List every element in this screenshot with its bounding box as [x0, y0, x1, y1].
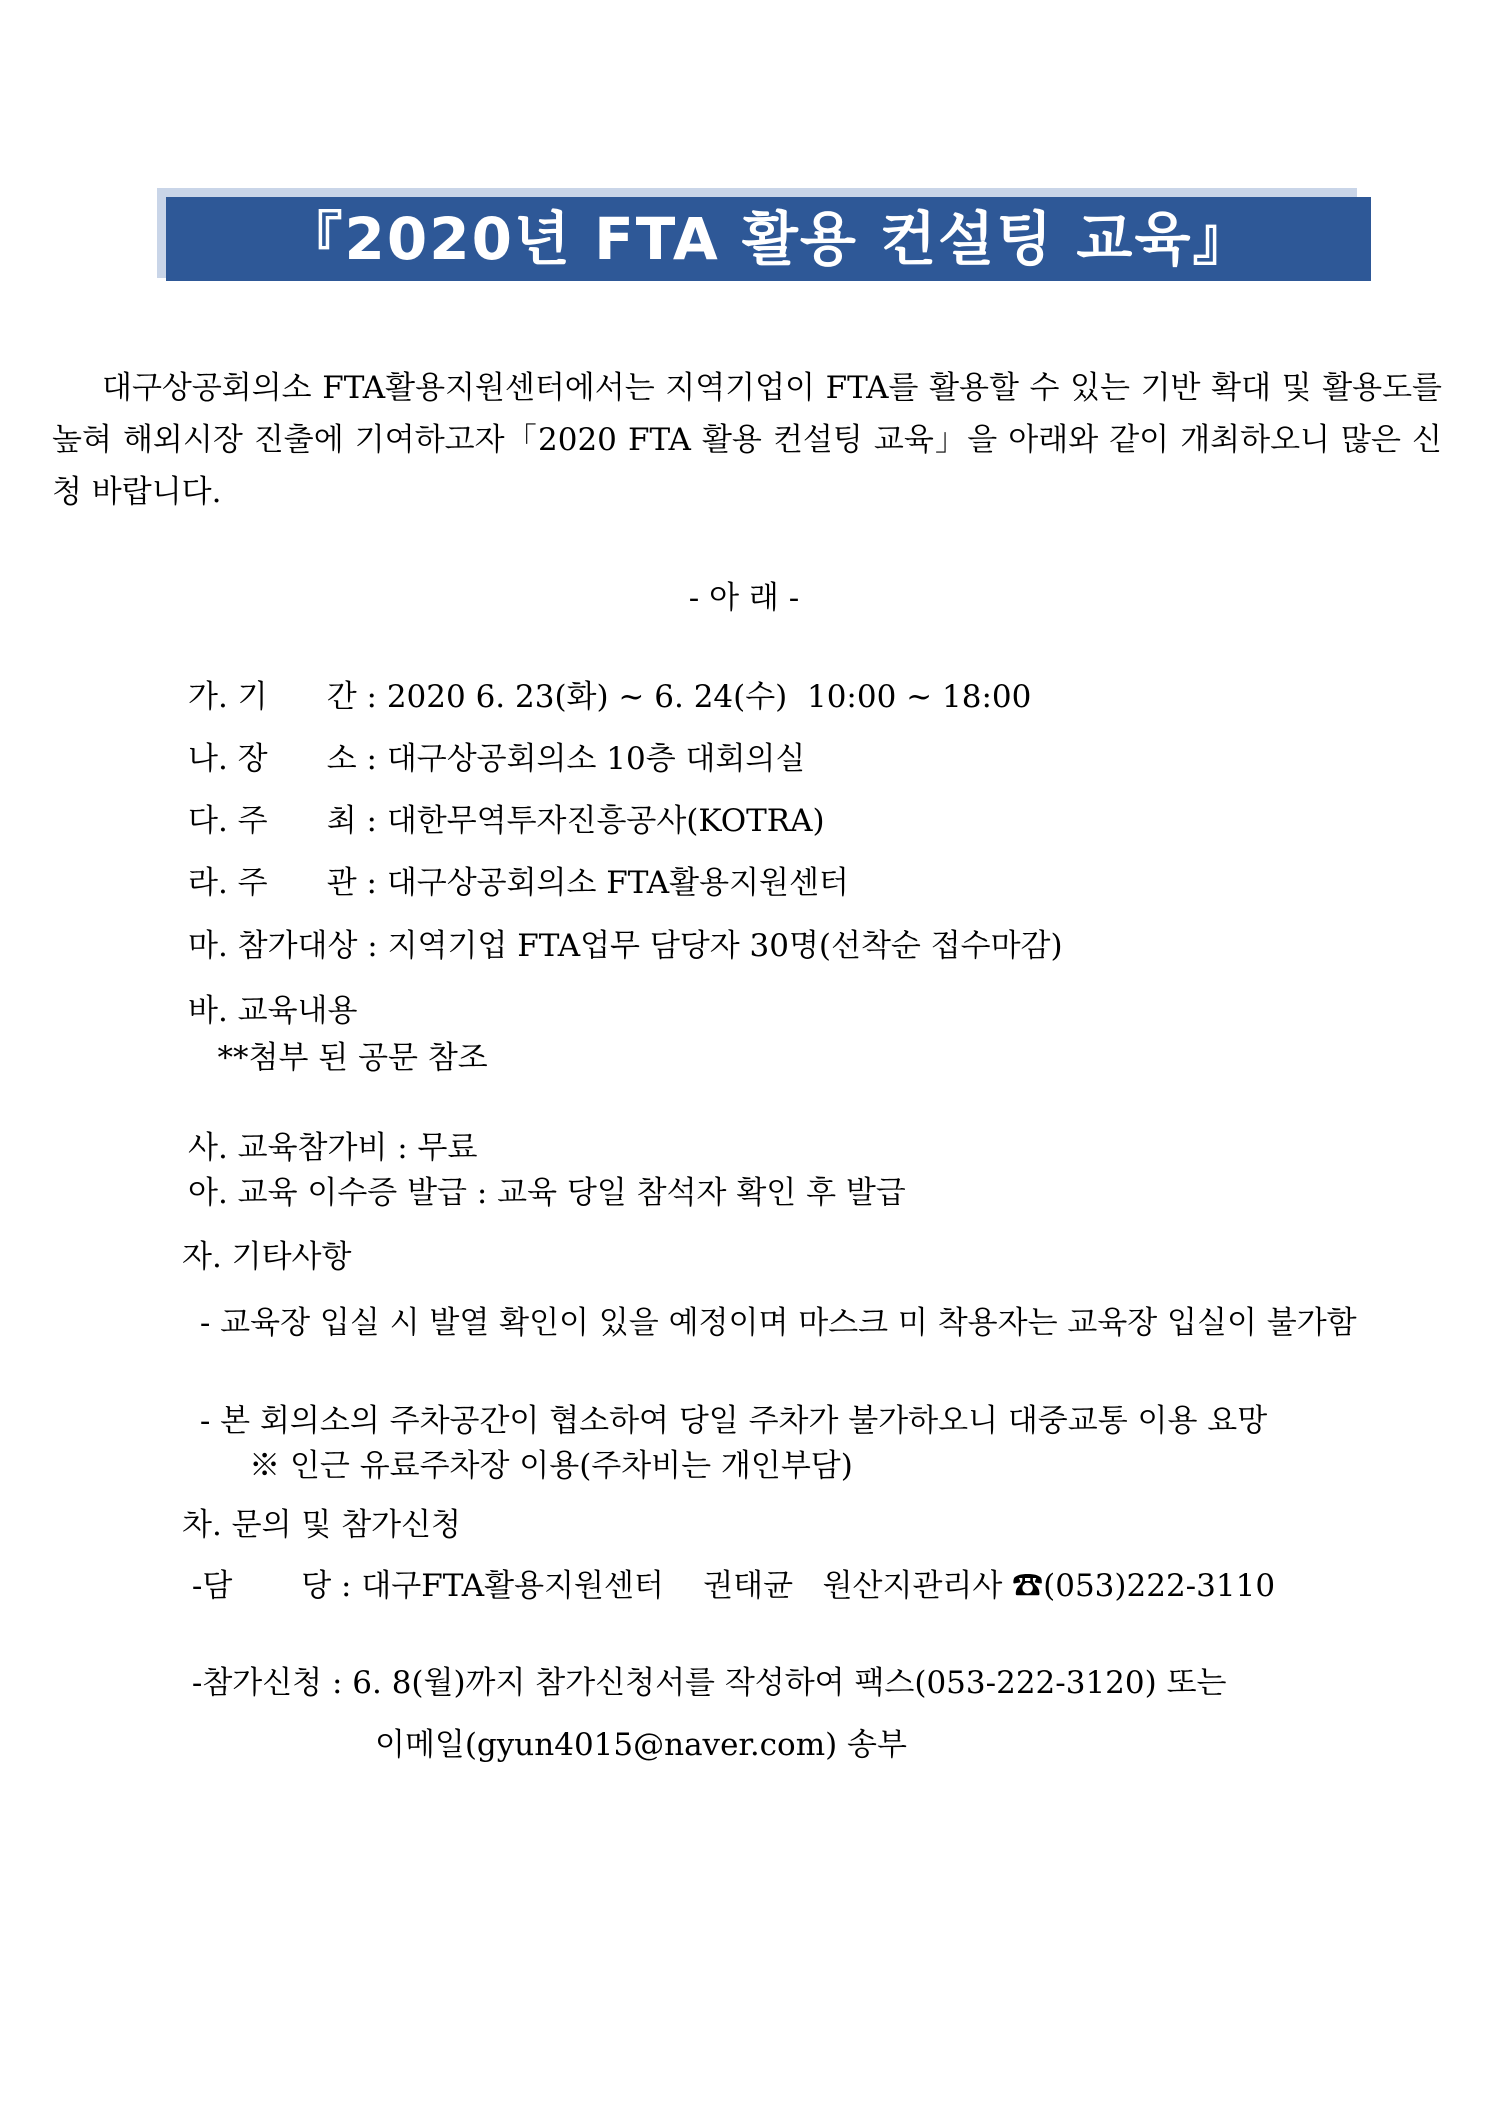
- item-location: 나. 장 소 : 대구상공회의소 10층 대회의실: [188, 741, 806, 777]
- inquiry-contact: -담 당 : 대구FTA활용지원센터 권태균 원산지관리사 ☎(053)222-3110: [182, 1568, 1276, 1604]
- item-content-note: **첨부 된 공문 참조: [188, 1040, 488, 1076]
- intro-paragraph: 대구상공회의소 FTA활용지원센터에서는 지역기업이 FTA를 활용할 수 있는 기반 확대 및 활용도를 높혀 해외시장 진출에 기여하고자「2020 FTA 활용 컨설팅 교육」을 아래와 같이 개최하오니 많은 신청 바랍니다.: [52, 370, 1442, 510]
- misc-parking: - 본 회의소의 주차공간이 협소하여 당일 주차가 불가하오니 대중교통 이용 요망: [190, 1403, 1268, 1439]
- inquiry-application: -참가신청 : 6. 8(월)까지 참가신청서를 작성하여 팩스(053-222-3120) 또는: [182, 1665, 1227, 1701]
- item-fee: 사. 교육참가비 : 무료: [188, 1130, 478, 1166]
- item-host: 다. 주 최 : 대한무역투자진흥공사(KOTRA): [188, 803, 825, 839]
- document-title: 『2020년 FTA 활용 컨설팅 교육』: [166, 197, 1371, 281]
- item-content: 바. 교육내용: [188, 993, 358, 1029]
- misc-fever-check: - 교육장 입실 시 발열 확인이 있을 예정이며 마스크 미 착용자는 교육장 입실이 불가함: [190, 1305, 1357, 1341]
- item-certificate: 아. 교육 이수증 발급 : 교육 당일 참석자 확인 후 발급: [188, 1175, 906, 1211]
- item-period: 가. 기 간 : 2020 6. 23(화) ~ 6. 24(수) 10:00 ~ 18:00: [188, 679, 1032, 715]
- section-heading: - 아 래 -: [688, 580, 800, 616]
- item-inquiry: 차. 문의 및 참가신청: [182, 1507, 461, 1543]
- inquiry-email: 이메일(gyun4015@naver.com) 송부: [375, 1727, 907, 1763]
- item-misc: 자. 기타사항: [182, 1239, 352, 1275]
- item-target: 마. 참가대상 : 지역기업 FTA업무 담당자 30명(선착순 접수마감): [188, 928, 1063, 964]
- item-organizer: 라. 주 관 : 대구상공회의소 FTA활용지원센터: [188, 865, 849, 901]
- misc-paid-parking: ※ 인근 유료주차장 이용(주차비는 개인부담): [190, 1448, 853, 1484]
